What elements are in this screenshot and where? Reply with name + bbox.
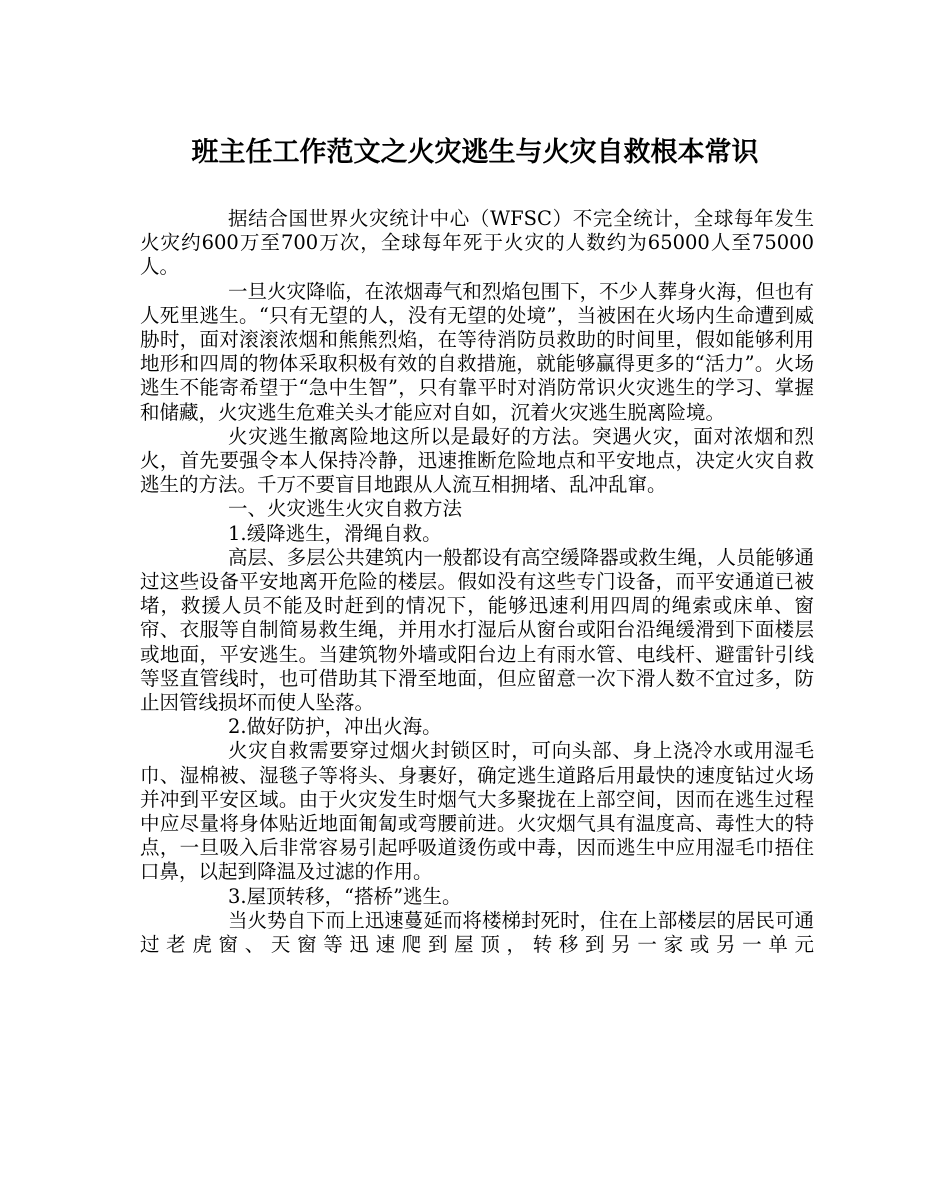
document-body — [140, 207, 814, 957]
subsection-heading: 2.做好防护，冲出火海。 — [228, 715, 442, 739]
intro-paragraph: 据结合国世界火灾统计中心（WFSC）不完全统计，全球每年发生火灾约600万至700万次，全球每年死于火灾的人数约为65000人至75000人。 — [140, 207, 814, 279]
body-paragraph: 当火势自下而上迅速蔓延而将楼梯封死时，住在上部楼层的居民可通过老虎窗、天窗等迅速爬到屋顶，转移到另一家或另一单元 — [140, 908, 814, 957]
body-paragraph: 火灾自救需要穿过烟火封锁区时，可向头部、身上浇冷水或用湿毛巾、湿棉被、湿毯子等将头、身裹好，确定逃生道路后用最快的速度钻过火场并冲到平安区域。由于火灾发生时烟气大多聚拢在上部空间，因而在逃生过程中应尽量将身体贴近地面匍匐或弯腰前进。火灾烟气具有温度高、毒性大的特点，一旦吸入后非常容易引起呼吸道烫伤或中毒，因而逃生中应用湿毛巾捂住口鼻，以起到降温及过滤的作用。 — [140, 739, 814, 884]
subsection-heading: 1.缓降逃生，滑绳自救。 — [228, 521, 442, 545]
section-heading: 一、火灾逃生火灾自救方法 — [228, 497, 463, 521]
body-paragraph: 一旦火灾降临，在浓烟毒气和烈焰包围下，不少人葬身火海，但也有人死里逃生。“只有无望的人，没有无望的处境”，当被困在火场内生命遭到威胁时，面对滚滚浓烟和熊熊烈焰，在等待消防员救助的时间里，假如能够利用地形和四周的物体采取积极有效的自救措施，就能够赢得更多的“活力”。火场逃生不能寄希望于“急中生智”，只有靠平时对消防常识火灾逃生的学习、掌握和储藏，火灾逃生危难关头才能应对自如，沉着火灾逃生脱离险境。 — [140, 279, 814, 424]
subsection-heading: 3.屋顶转移，“搭桥”逃生。 — [228, 884, 462, 908]
body-paragraph: 火灾逃生撤离险地这所以是最好的方法。突遇火灾，面对浓烟和烈火，首先要强令本人保持冷静，迅速推断危险地点和平安地点，决定火灾自救逃生的方法。千万不要盲目地跟从人流互相拥堵、乱冲乱窜。 — [140, 424, 814, 497]
body-paragraph: 高层、多层公共建筑内一般都设有高空缓降器或救生绳，人员能够通过这些设备平安地离开危险的楼层。假如没有这些专门设备，而平安通道已被堵，救援人员不能及时赶到的情况下，能够迅速利用四周的绳索或床单、窗帘、衣服等自制简易救生绳，并用水打湿后从窗台或阳台沿绳缓滑到下面楼层或地面，平安逃生。当建筑物外墙或阳台边上有雨水管、电线杆、避雷针引线等竖直管线时，也可借助其下滑至地面，但应留意一次下滑人数不宜过多，防止因管线损坏而使人坠落。 — [140, 545, 814, 715]
document-title: 班主任工作范文之火灾逃生与火灾自救根本常识 — [191, 137, 759, 168]
